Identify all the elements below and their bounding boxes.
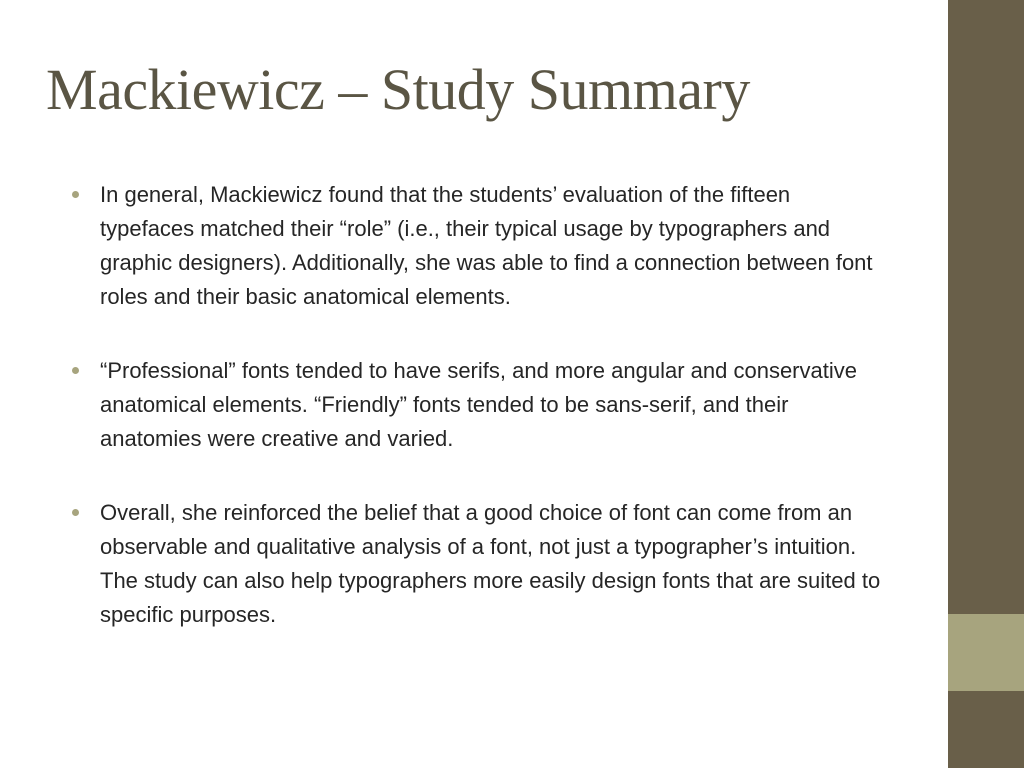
slide-title: Mackiewicz – Study Summary (46, 57, 750, 122)
bullet-text: “Professional” fonts tended to have serifs, and more angular and conservative anatomical elements. “Friendly” fonts tended to be sans-serif, and their anatomies were creative and varied. (100, 358, 857, 451)
bullet-text: In general, Mackiewicz found that the students’ evaluation of the fifteen typefaces matched their “role” (i.e., their typical usage by typographers and graphic designers). Additionally, she was able to find a connection between font roles and their basic anatomical elements. (100, 182, 873, 309)
bullet-dot-icon (72, 191, 79, 198)
bullet-list (72, 178, 884, 672)
bullet-dot-icon (72, 367, 79, 374)
bullet-item (72, 354, 884, 456)
bullet-item (72, 496, 884, 632)
bullet-item (72, 178, 884, 314)
bullet-dot-icon (72, 509, 79, 516)
side-bar-accent-decoration (948, 614, 1024, 691)
bullet-text: Overall, she reinforced the belief that a good choice of font can come from an observable and qualitative analysis of a font, not just a typographer’s intuition. The study can also help typographers more easily design fonts that are suited to specific purposes. (100, 500, 881, 627)
